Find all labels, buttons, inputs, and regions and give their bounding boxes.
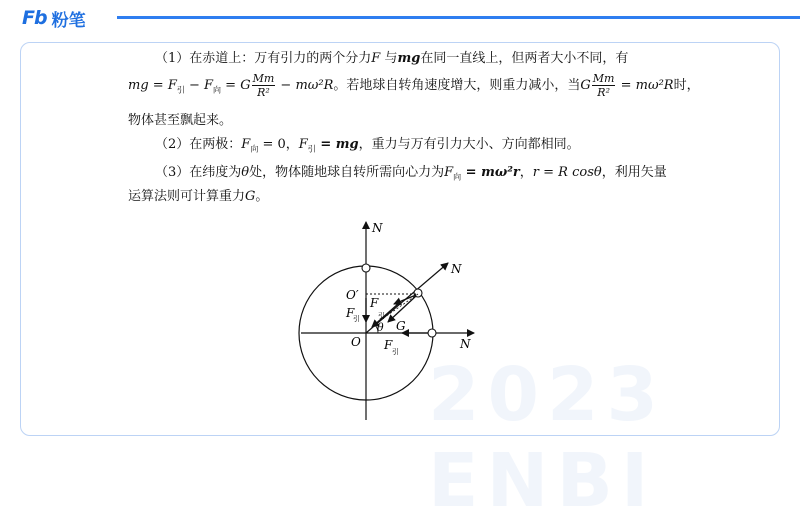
math-F: = F xyxy=(148,78,177,93)
label-theta: θ xyxy=(377,321,384,334)
math-G: = G xyxy=(221,78,251,93)
math-sub: 向 xyxy=(250,144,259,154)
label-G: G xyxy=(396,319,406,333)
fraction-numerator: Mm xyxy=(592,72,615,85)
math-sub: 引 xyxy=(307,144,316,154)
label-N-top: N xyxy=(372,221,383,235)
math-G: G xyxy=(580,78,591,93)
math-F: − F xyxy=(184,78,214,93)
label-F-bottom-sub: 引 xyxy=(392,348,399,356)
text-span: 。 xyxy=(255,189,269,204)
math-mg: mg xyxy=(128,78,149,93)
text-span: ，利用矢量 xyxy=(601,165,667,180)
math-theta: θ xyxy=(241,165,250,180)
fraction-denominator: R² xyxy=(597,86,610,99)
math-expr: = mg xyxy=(315,137,359,152)
text-span: 运算法则可计算重力 xyxy=(128,189,246,204)
label-F-vert: F xyxy=(346,306,355,320)
object-equator xyxy=(428,329,436,337)
text-span: ， xyxy=(519,165,533,180)
label-O-prime: O′ xyxy=(346,288,359,302)
text-span: （1）在赤道上：万有引力的两个分力 xyxy=(155,51,372,66)
label-O: O xyxy=(351,335,361,349)
text-span: 时， xyxy=(673,78,700,93)
label-F-bottom: F xyxy=(384,338,393,352)
label-F-top: F xyxy=(370,296,379,310)
logo-mark: Fb xyxy=(22,7,47,29)
math-expr: = mω²r xyxy=(461,165,520,180)
math-F: F xyxy=(241,137,251,152)
math-expr: = 0 xyxy=(258,137,286,152)
math-F: F xyxy=(298,137,308,152)
text-span: 处，物体随地球自转所需向心力为 xyxy=(249,165,445,180)
text-span: （3）在纬度为 xyxy=(155,165,242,180)
fraction-numerator: Mm xyxy=(252,72,275,85)
watermark: 2023 ENBI xyxy=(428,352,666,524)
text-span: ， xyxy=(285,137,299,152)
para-1-line-3: 物体甚至飘起来。 xyxy=(128,113,233,128)
math-sub: 向 xyxy=(213,85,222,95)
math-G: G xyxy=(245,189,256,204)
math-expr: − mω²R xyxy=(276,78,334,93)
fraction-denominator: R² xyxy=(257,86,270,99)
object-pole xyxy=(362,264,370,272)
label-F-top-sub: 引 xyxy=(378,312,385,320)
math-sub: 向 xyxy=(453,172,462,182)
math-F: F xyxy=(444,165,454,180)
math-mg: mg xyxy=(397,51,421,66)
text-span: 在同一直线上，但两者大小不同，有 xyxy=(420,51,629,66)
logo-text: 粉笔 xyxy=(51,10,86,31)
math-expr: = mω²R xyxy=(616,78,674,93)
text-span: 。若地球自转角速度增大，则重力减小，当 xyxy=(333,78,581,93)
text-span: 与 xyxy=(380,51,398,66)
math-F: F xyxy=(371,51,381,66)
math-sub: 引 xyxy=(176,85,185,95)
label-F-vert-sub: 引 xyxy=(353,315,360,323)
label-N-right: N xyxy=(460,337,471,351)
label-N-diag: N xyxy=(451,262,462,276)
text-span: （2）在两极： xyxy=(155,137,242,152)
math-expr: r = R cosθ xyxy=(532,165,602,180)
text-span: ，重力与万有引力大小、方向都相同。 xyxy=(358,137,580,152)
